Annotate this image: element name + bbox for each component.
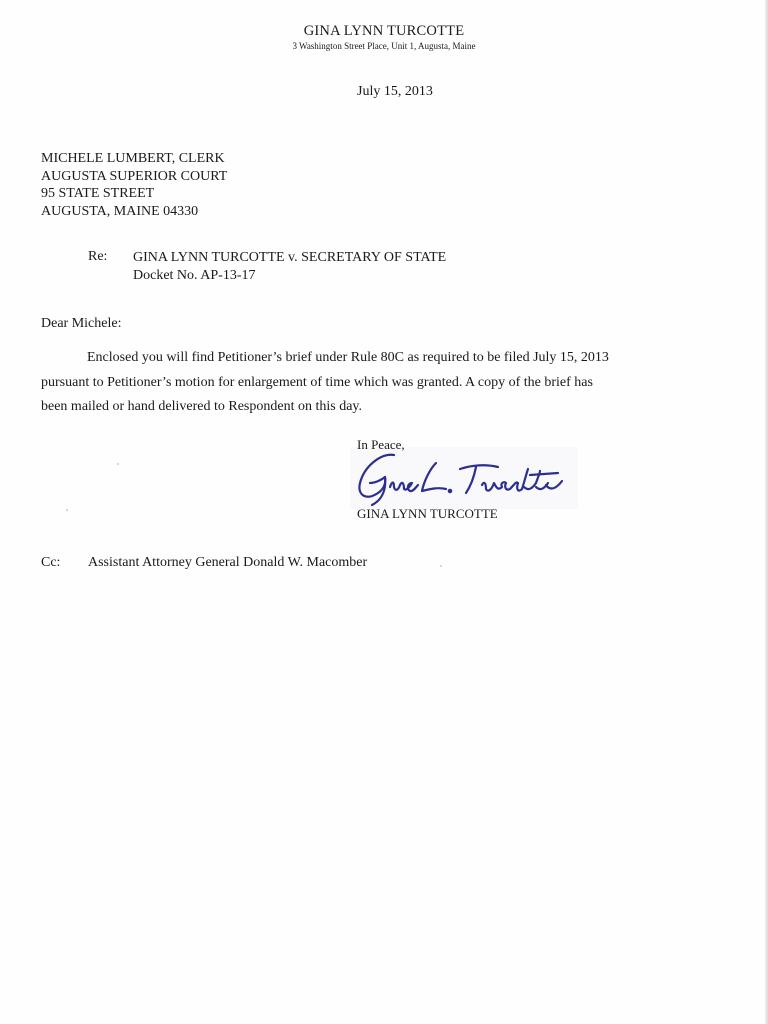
signatory-printed-name: GINA LYNN TURCOTTE [357, 506, 498, 521]
re-label: Re: [88, 249, 108, 264]
letterhead-name: GINA LYNN TURCOTTE [303, 23, 465, 39]
closing-salutation: In Peace, [357, 437, 405, 452]
re-block [133, 249, 446, 284]
re-case-title: GINA LYNN TURCOTTE v. SECRETARY OF STATE [133, 250, 447, 265]
addressee-line: AUGUSTA SUPERIOR COURT [41, 168, 228, 184]
cc-recipient: Assistant Attorney General Donald W. Macomber [88, 555, 368, 570]
scan-speck [117, 463, 119, 465]
body-line: pursuant to Petitioner’s motion for enlargement of time which was granted. A copy of the brief has [41, 374, 593, 390]
scan-speck [440, 565, 442, 567]
signature-ink [359, 455, 562, 505]
addressee-line: AUGUSTA, MAINE 04330 [41, 203, 199, 219]
letterhead-address: 3 Washington Street Place, Unit 1, Augusta, Maine [292, 41, 476, 51]
handwritten-signature [350, 447, 578, 509]
addressee-line: MICHELE LUMBERT, CLERK [41, 151, 225, 166]
cc-label: Cc: [41, 555, 61, 570]
addressee-block [41, 150, 227, 220]
signature-image [350, 447, 578, 509]
scan-speck [66, 509, 68, 511]
salutation: Dear Michele: [41, 316, 122, 331]
body-paragraph [41, 346, 731, 420]
re-docket-number: Docket No. AP-13-17 [133, 267, 256, 283]
body-line: been mailed or hand delivered to Respondent on this day. [41, 399, 363, 414]
body-line: Enclosed you will find Petitioner’s brief under Rule 80C as required to be filed July 15, 2013 [87, 350, 609, 365]
addressee-line: 95 STATE STREET [41, 186, 155, 201]
letter-date: July 15, 2013 [357, 84, 433, 99]
